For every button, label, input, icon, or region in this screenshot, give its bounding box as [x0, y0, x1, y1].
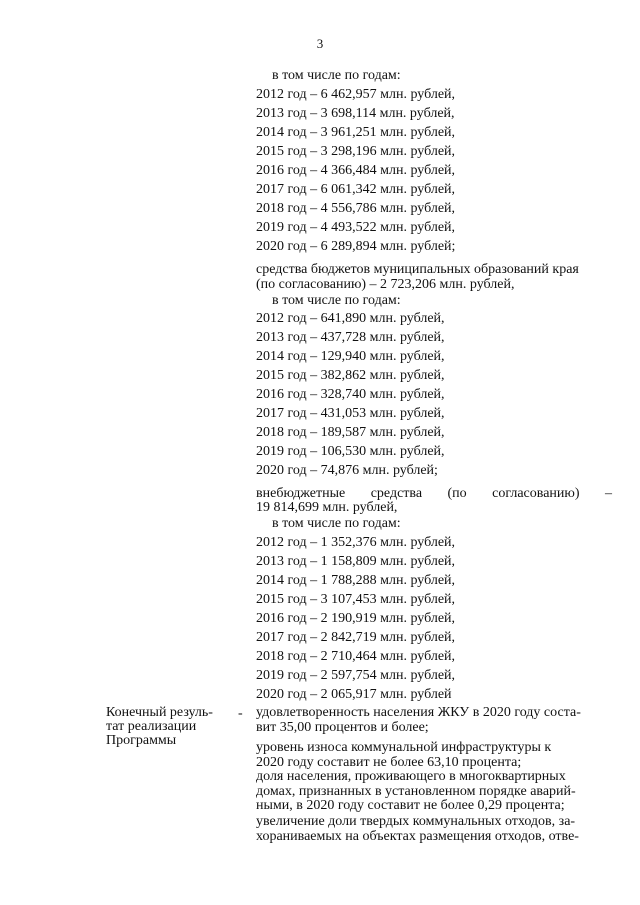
municipal-year-line: 2014 год – 129,940 млн. рублей,: [256, 349, 445, 364]
result-item-line: вит 35,00 процентов и более;: [256, 719, 429, 735]
extrabudgetary-year-line: 2014 год – 1 788,288 млн. рублей,: [256, 573, 456, 588]
extrabudgetary-year-line: 2013 год – 1 158,809 млн. рублей,: [256, 554, 456, 569]
extrabudgetary-line2: 19 814,699 млн. рублей,: [256, 500, 398, 515]
extrabudgetary-year-line: 2019 год – 2 597,754 млн. рублей,: [256, 668, 456, 683]
result-item-line: увеличение доли твердых коммунальных отходов, за-: [256, 814, 576, 829]
regional-year-line: 2019 год – 4 493,522 млн. рублей,: [256, 220, 456, 235]
result-item-line: 2020 году составит не более 63,10 процента;: [256, 754, 522, 770]
municipal-year-line: 2015 год – 382,862 млн. рублей,: [256, 368, 445, 383]
extrabudgetary-word: согласованию): [492, 486, 580, 501]
municipal-by-years-heading: в том числе по годам:: [272, 293, 401, 308]
regional-year-line: 2020 год – 6 289,894 млн. рублей;: [256, 239, 456, 254]
regional-by-years-heading: в том числе по годам:: [272, 68, 401, 83]
result-item-emergency-housing: [256, 770, 612, 814]
result-item-wear-level: [256, 741, 612, 770]
extrabudgetary-year-line: 2020 год – 2 065,917 млн. рублей: [256, 687, 452, 702]
extrabudgetary-year-line: 2017 год – 2 842,719 млн. рублей,: [256, 630, 456, 645]
result-item-line: хораниваемых на объектах размещения отходов, отве-: [256, 828, 579, 844]
municipal-year-line: 2020 год – 74,876 млн. рублей;: [256, 463, 438, 478]
regional-year-line: 2014 год – 3 961,251 млн. рублей,: [256, 125, 456, 140]
regional-year-line: 2018 год – 4 556,786 млн. рублей,: [256, 201, 456, 216]
final-result-label: [106, 706, 236, 748]
municipal-year-line: 2012 год – 641,890 млн. рублей,: [256, 311, 445, 326]
result-item-line: ными, в 2020 году составит не более 0,29 процента;: [256, 798, 565, 813]
extrabudgetary-year-line: 2018 год – 2 710,464 млн. рублей,: [256, 649, 456, 664]
final-result-label-line: Конечный резуль-: [106, 705, 213, 720]
final-result-label-line: Программы: [106, 733, 177, 748]
result-item-line: домах, признанных в установленном порядке аварий-: [256, 783, 576, 799]
page-number: 3: [316, 36, 324, 51]
regional-year-line: 2015 год – 3 298,196 млн. рублей,: [256, 144, 456, 159]
extrabudgetary-year-line: 2016 год – 2 190,919 млн. рублей,: [256, 611, 456, 626]
result-item-waste-share: [256, 815, 612, 844]
extrabudgetary-word: средства: [370, 486, 423, 501]
municipal-year-line: 2016 год – 328,740 млн. рублей,: [256, 387, 445, 402]
municipal-year-line: 2019 год – 106,530 млн. рублей,: [256, 444, 445, 459]
final-result-dash: -: [238, 706, 243, 721]
regional-year-line: 2012 год – 6 462,957 млн. рублей,: [256, 87, 456, 102]
result-item-satisfaction: [256, 706, 612, 735]
extrabudgetary-word: внебюджетные: [256, 486, 346, 501]
extrabudgetary-by-years-heading: в том числе по годам:: [272, 516, 401, 531]
municipal-budget-line2: (по согласованию) – 2 723,206 млн. рублей,: [256, 277, 515, 292]
final-result-label-line: тат реализации: [106, 719, 197, 734]
result-item-line: уровень износа коммунальной инфраструктуры к: [256, 740, 552, 755]
municipal-budget-line1: средства бюджетов муниципальных образований края: [256, 262, 579, 277]
municipal-year-line: 2017 год – 431,053 млн. рублей,: [256, 406, 445, 421]
extrabudgetary-word: –: [604, 486, 612, 501]
regional-year-line: 2017 год – 6 061,342 млн. рублей,: [256, 182, 456, 197]
municipal-year-line: 2018 год – 189,587 млн. рублей,: [256, 425, 445, 440]
extrabudgetary-year-line: 2015 год – 3 107,453 млн. рублей,: [256, 592, 456, 607]
result-item-line: удовлетворенность населения ЖКУ в 2020 году соста-: [256, 705, 581, 720]
regional-year-line: 2016 год – 4 366,484 млн. рублей,: [256, 163, 456, 178]
result-item-line: доля населения, проживающего в многоквартирных: [256, 769, 566, 784]
extrabudgetary-year-line: 2012 год – 1 352,376 млн. рублей,: [256, 535, 456, 550]
extrabudgetary-word: (по: [447, 486, 467, 501]
municipal-year-line: 2013 год – 437,728 млн. рублей,: [256, 330, 445, 345]
regional-year-line: 2013 год – 3 698,114 млн. рублей,: [256, 106, 455, 121]
